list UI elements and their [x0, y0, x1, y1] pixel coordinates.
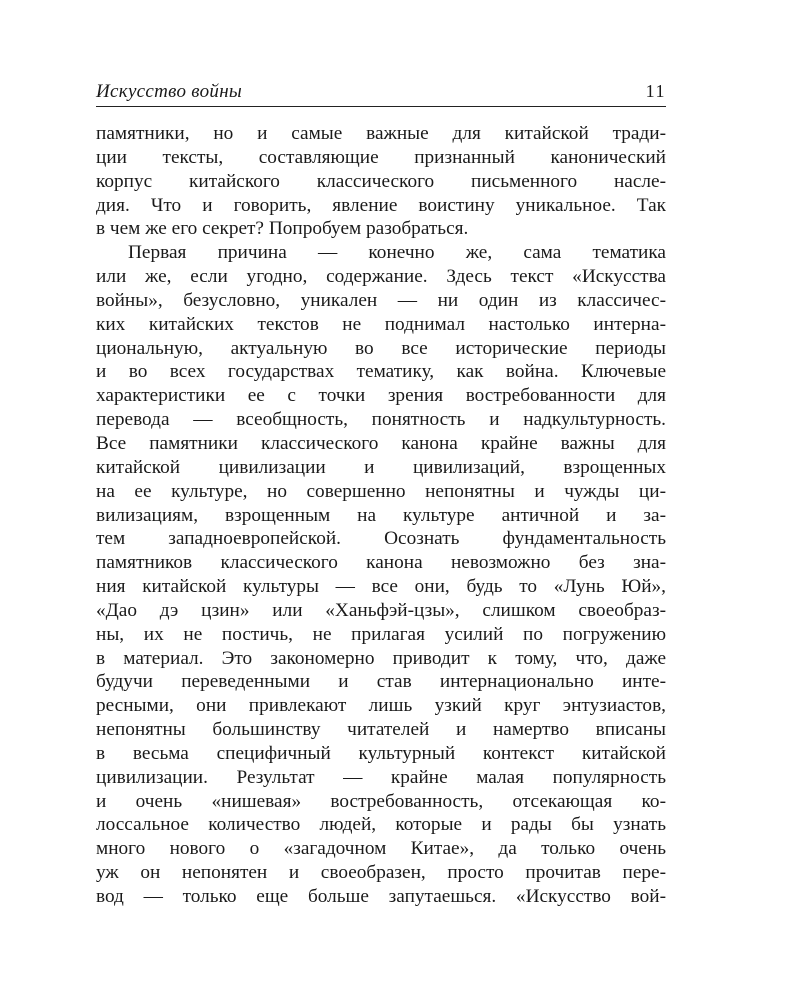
text-line: войны», безусловно, уникален — ни один из классичес-: [96, 289, 666, 311]
text-line: и во всех государствах тематику, как война. Ключевые: [96, 361, 666, 383]
text-line: ции тексты, составляющие признанный канонический: [96, 146, 666, 168]
running-title: Искусство войны: [96, 81, 243, 102]
text-line: в весьма специфичный культурный контекст китайской: [96, 742, 666, 764]
text-line: ресными, они привлекают лишь узкий круг энтузиастов,: [96, 695, 666, 717]
text-line: много нового о «загадочном Китае», да только очень: [96, 838, 666, 860]
page-number: 11: [645, 81, 666, 101]
text-line: на ее культуре, но совершенно непонятны и чужды ци-: [96, 480, 666, 502]
text-line: памятников классического канона невозможно без зна-: [96, 552, 666, 574]
text-line: непонятны большинству читателей и намертво вписаны: [96, 719, 666, 741]
text-line: характеристики ее с точки зрения востребованности для: [96, 385, 666, 407]
text-line: вод — только еще больше запутаешься. «Искусство вой-: [96, 886, 666, 907]
text-line: вилизациям, взрощенным на культуре античной и за-: [96, 504, 666, 526]
text-line: тем западноевропейской. Осознать фундаментальность: [96, 528, 666, 550]
text-line: Все памятники классического канона крайне важны для: [96, 432, 666, 454]
running-header: [96, 76, 666, 107]
text-line: в чем же его секрет? Попробуем разобраться.: [96, 218, 469, 240]
text-line: «Дао дэ цзин» или «Ханьфэй-цзы», слишком своеобраз-: [96, 599, 666, 621]
text-line: и очень «нишевая» востребованность, отсекающая ко-: [96, 790, 666, 812]
text-line: дия. Что и говорить, явление воистину уникальное. Так: [96, 194, 666, 216]
text-line: цивилизации. Результат — крайне малая популярность: [96, 766, 666, 788]
body-text: [96, 122, 666, 909]
text-line: перевода — всеобщность, понятность и надкультурность.: [96, 409, 666, 431]
text-line: корпус китайского классического письменного насле-: [96, 170, 666, 192]
text-line: ких китайских текстов не поднимал настолько интерна-: [96, 313, 666, 335]
text-line: будучи переведенными и став интернационально инте-: [96, 671, 666, 693]
text-line: ны, их не постичь, не прилагая усилий по погружению: [96, 623, 666, 645]
text-line: китайской цивилизации и цивилизаций, взрощенных: [96, 456, 666, 478]
text-line: уж он непонятен и своеобразен, просто прочитав пере-: [96, 862, 666, 884]
text-line: Первая причина — конечно же, сама тематика: [128, 242, 666, 264]
text-line: или же, если угодно, содержание. Здесь текст «Искусства: [96, 266, 666, 288]
text-line: лоссальное количество людей, которые и рады бы узнать: [96, 814, 666, 836]
text-line: памятники, но и самые важные для китайской тради-: [96, 123, 666, 144]
text-line: ния китайской культуры — все они, будь то «Лунь Юй»,: [96, 576, 666, 598]
text-line: циональную, актуальную во все исторические периоды: [96, 337, 666, 359]
text-line: в материал. Это закономерно приводит к тому, что, даже: [96, 647, 666, 669]
